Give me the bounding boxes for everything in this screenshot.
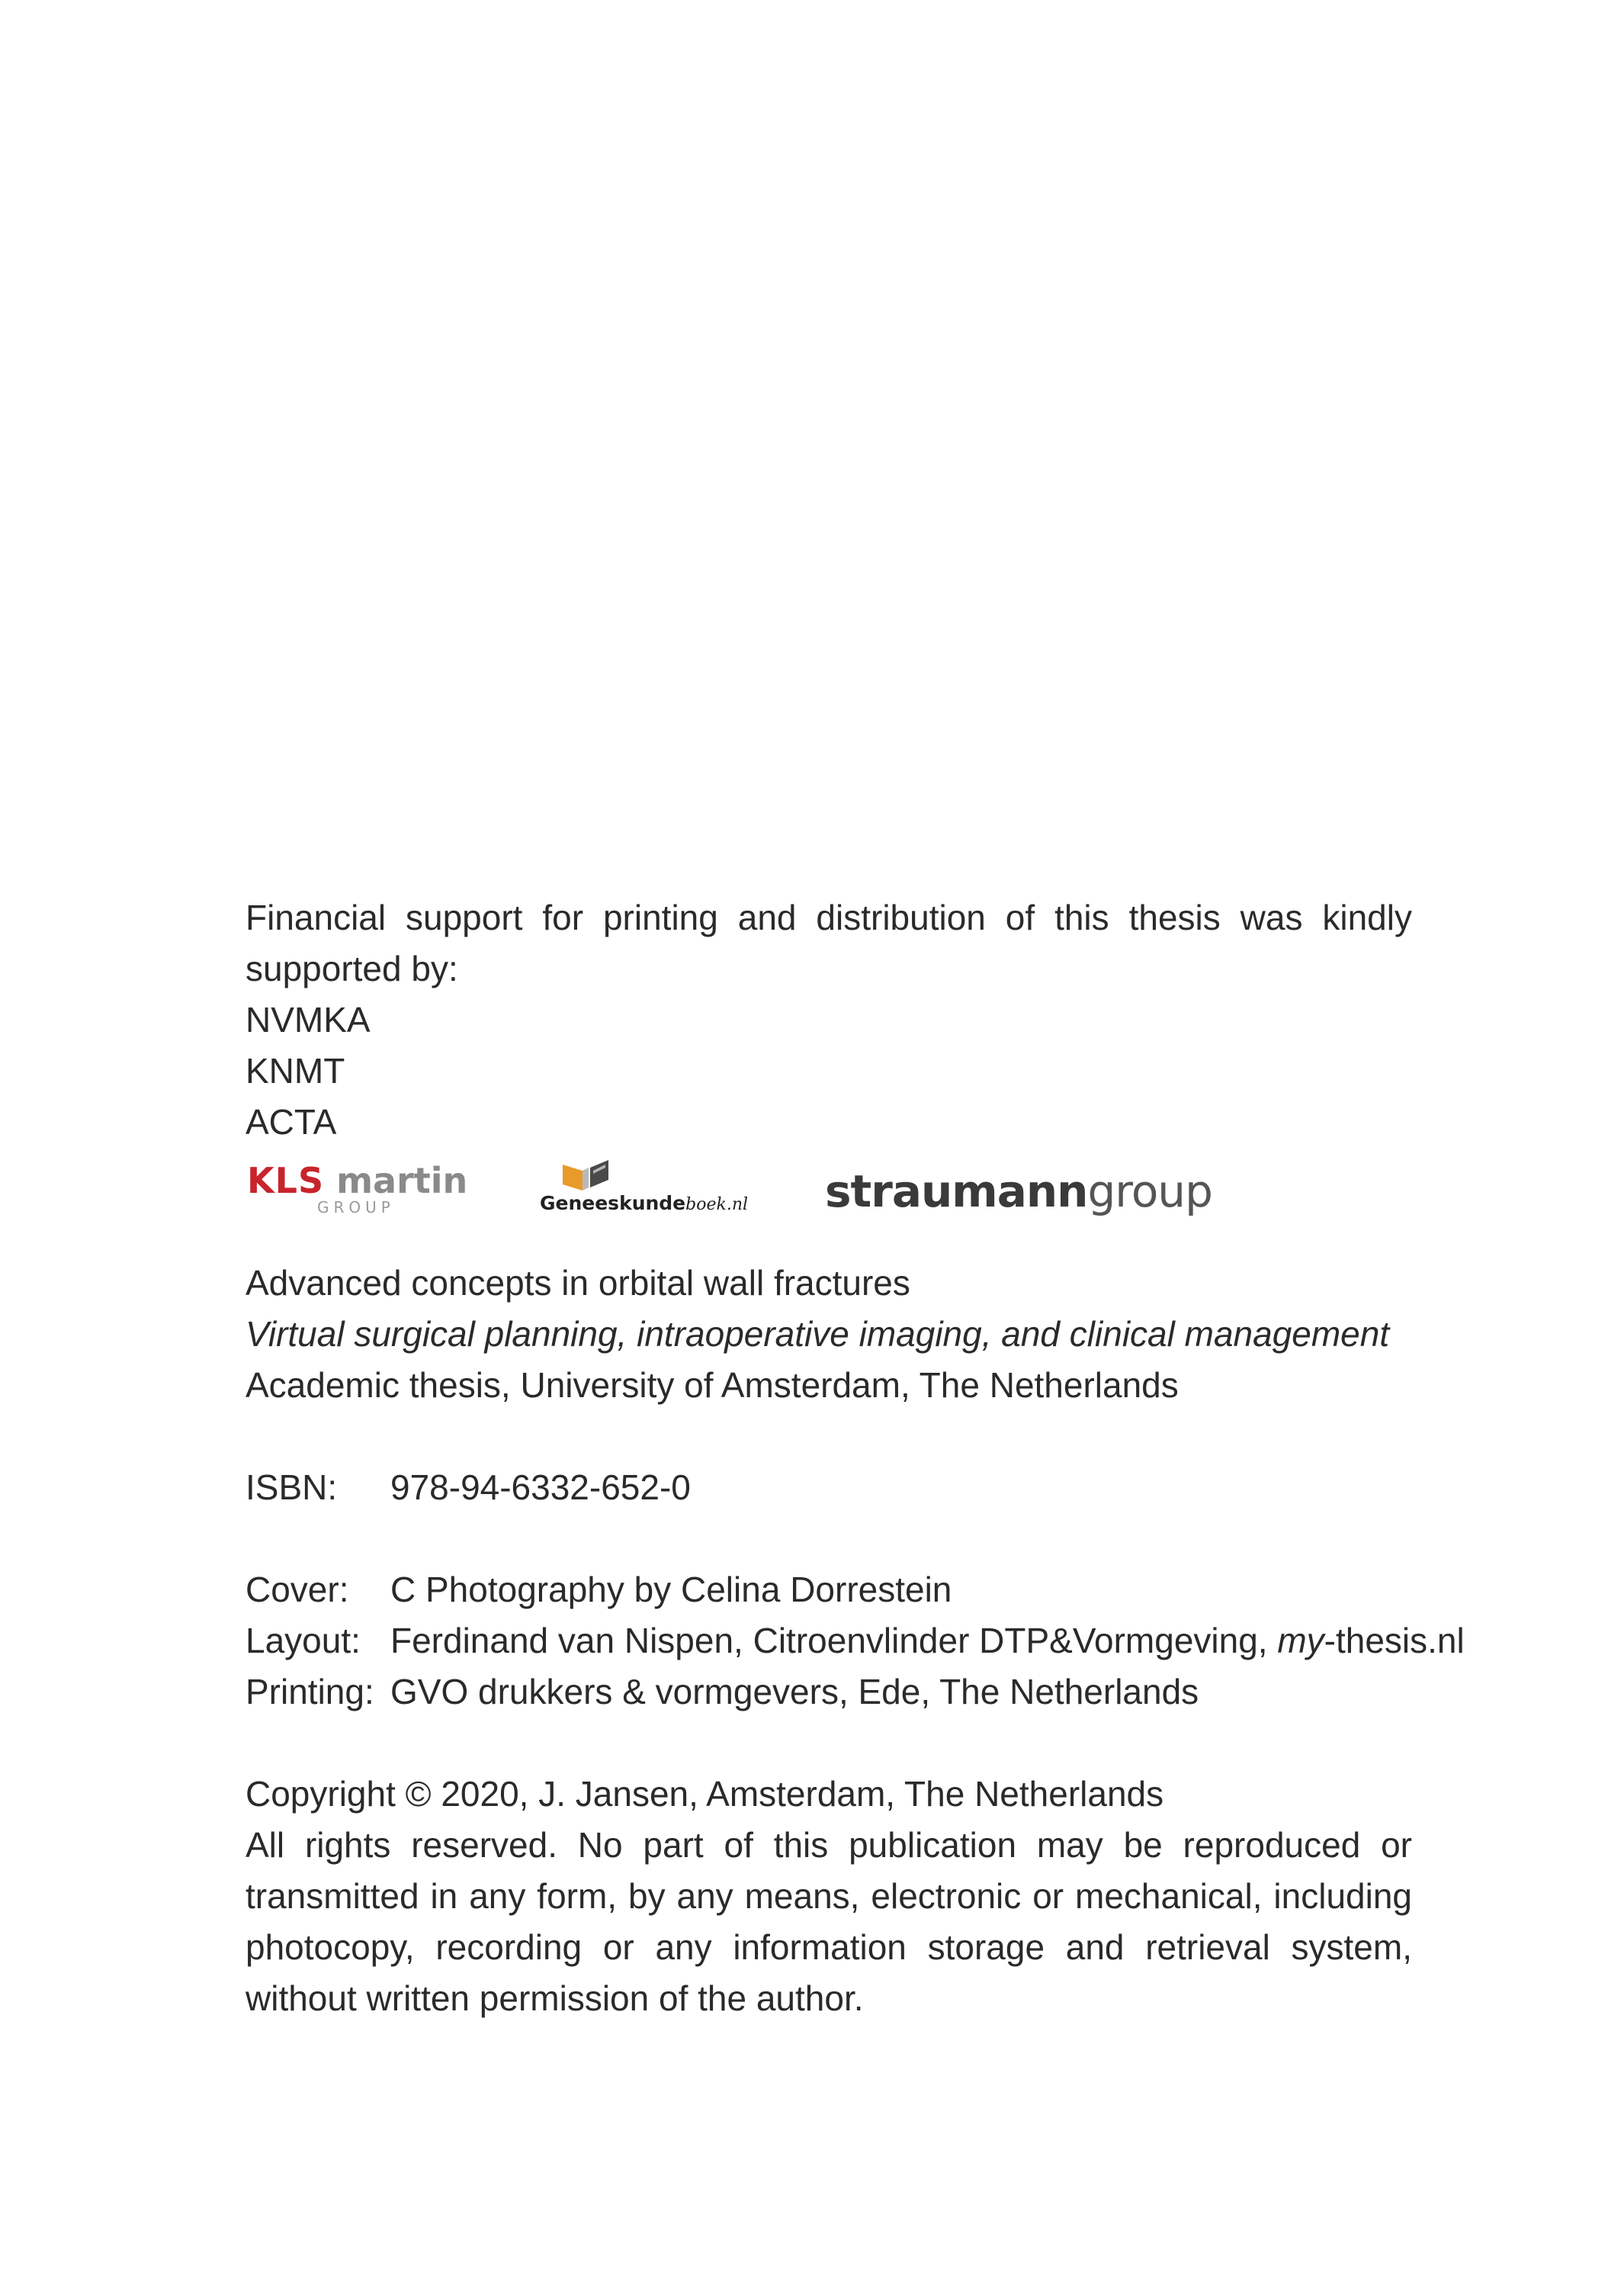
layout-value: [390, 1615, 1465, 1666]
kls-group-text: GROUP: [317, 1198, 395, 1216]
geneeskunde-logo-text: Geneeskunde: [540, 1192, 686, 1214]
kls-martin-logo: [247, 1160, 468, 1216]
thesis-type: Academic thesis, University of Amsterdam, The Netherlands: [246, 1365, 1179, 1405]
straumann-logo-text: straumann: [825, 1165, 1088, 1217]
printing-label: Printing:: [246, 1672, 374, 1711]
printing-row: [246, 1666, 1412, 1718]
cover-label: Cover:: [246, 1570, 349, 1609]
layout-label: Layout:: [246, 1621, 361, 1660]
geneeskundeboek-logo: [540, 1160, 749, 1216]
cover-row: [246, 1564, 1412, 1615]
copyright-line: Copyright © 2020, J. Jansen, Amsterdam, The Netherlands: [246, 1774, 1164, 1814]
book-icon: [563, 1160, 616, 1191]
cover-value: C Photography by Celina Dorrestein: [390, 1570, 952, 1609]
isbn-row: [246, 1462, 1412, 1513]
sponsor-acta: ACTA: [246, 1102, 337, 1142]
kls-logo-text: KLS: [247, 1160, 325, 1201]
layout-value-main: Ferdinand van Nispen, Citroenvlinder DTP&Vormgeving,: [390, 1621, 1278, 1660]
martin-logo-text: martin: [336, 1160, 468, 1201]
layout-value-domain: -thesis.nl: [1324, 1621, 1465, 1660]
printing-value: GVO drukkers & vormgevers, Ede, The Netherlands: [390, 1672, 1199, 1711]
thesis-title: Advanced concepts in orbital wall fractures: [246, 1263, 910, 1303]
sponsor-logos: [246, 1152, 1412, 1236]
straumann-group-logo: [825, 1165, 1212, 1218]
isbn-value: 978-94-6332-652-0: [390, 1467, 691, 1507]
sponsor-nvmka: NVMKA: [246, 1000, 371, 1040]
sponsor-knmt: KNMT: [246, 1051, 345, 1091]
thesis-subtitle: Virtual surgical planning, intraoperative imaging, and clinical management: [246, 1314, 1390, 1354]
financial-support-text: Financial support for printing and distribution of this thesis was kindly supported by:: [246, 898, 1412, 988]
group-logo-text: group: [1087, 1165, 1212, 1217]
rights-statement: All rights reserved. No part of this publication may be reproduced or transmitted in any form, by any means, electronic or mechanical, including photocopy, recording or any information storage and retrieval system, without written permission of the author.: [246, 1825, 1412, 2018]
colophon: [246, 892, 1465, 2024]
isbn-label: ISBN:: [246, 1467, 338, 1507]
layout-row: [246, 1615, 1465, 1666]
layout-value-my: my: [1277, 1621, 1324, 1660]
boek-logo-text: boek.nl: [685, 1195, 749, 1214]
